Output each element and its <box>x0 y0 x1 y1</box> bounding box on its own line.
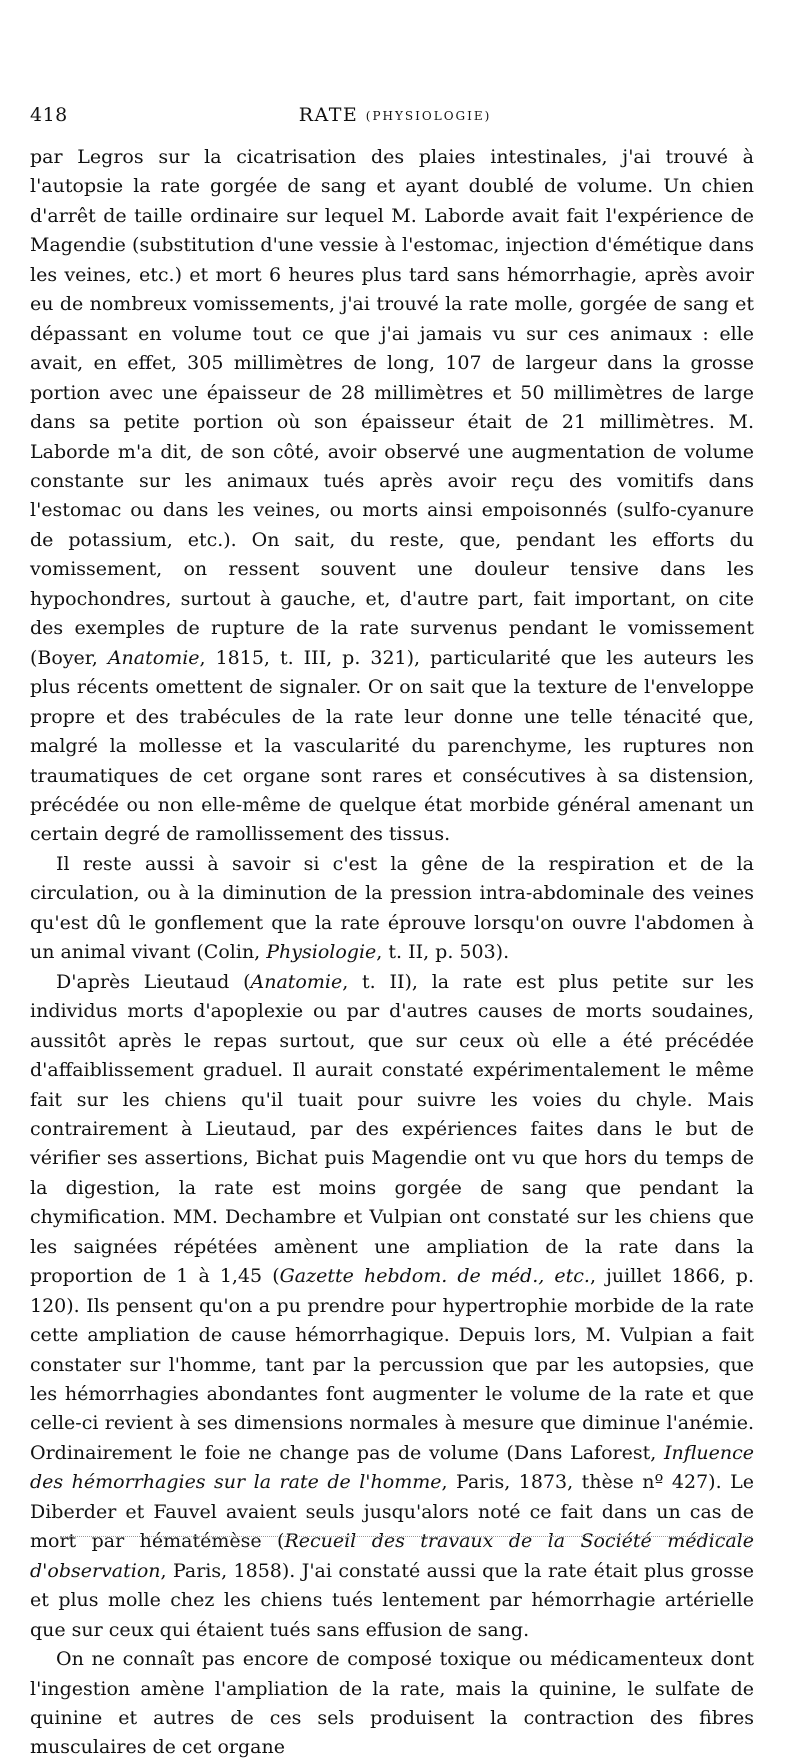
p3-text-c: , juillet 1866, p. 120). Ils pensent qu'on a pu prendre pour hypertrophie morbide de la rate cette ampliation de cause hémorrhagique. Depuis lors, M. Vulpian a fait constater sur l'homme, tant par la percussion que par les autopsies, que les hémorrhagies abondantes font augmenter le volume de la rate et que celle-ci revient à ses dimensions normales à mesure que diminue l'anémie. Ordinairement le foie ne change pas de volume (Dans Laforest, <box>30 1265 755 1464</box>
paragraph-3 <box>30 968 754 1645</box>
running-title <box>30 104 760 126</box>
running-title-main: RATE <box>298 104 359 126</box>
p3-text-a: D'après Lieutaud ( <box>56 970 251 993</box>
running-header <box>30 104 760 134</box>
p3-citation-recueil: Recueil des travaux de la Société médicale d'observation <box>30 1530 754 1582</box>
p3-citation-influence: Influence des hémorrhagies sur la rate de l'homme <box>30 1441 754 1494</box>
paragraph-1 <box>30 143 754 850</box>
bottom-dotted-rule <box>60 1536 752 1537</box>
page-number: 418 <box>30 104 68 126</box>
body-text <box>30 143 754 1763</box>
p3-text-b: , t. II), la rate est plus petite sur les individus morts d'apoplexie ou par d'autres causes de morts soudaines, aussitôt après le repas surtout, que sur ceux où elle a été précédée d'affaiblissement graduel. Il aurait constaté expérimentalement le même fait sur les chiens qu'il tuait pour suivre les voies du chyle. Mais contrairement à Lieutaud, par des expériences faites dans le but de vérifier ses assertions, Bichat puis Magendie ont vu que hors du temps de la digestion, la rate est moins gorgée de sang que pendant la chymification. MM. Dechambre et Vulpian ont constaté sur les chiens que les saignées répétées amènent une ampliation de la rate dans la proportion de 1 à 1,45 ( <box>30 970 754 1288</box>
p3-citation-anatomie: Anatomie <box>250 970 343 993</box>
p1-text-b: , 1815, t. III, p. 321), particularité que les auteurs les plus récents omettent de signaler. Or on sait que la texture de l'enveloppe propre et des trabécules de la rate leur donne une telle ténacité que, malgré la mollesse et la vascularité du parenchyme, les ruptures non traumatiques de cet organe sont rares et consécutives à sa distension, précédée ou non elle-même de quelque état morbide général amenant un certain degré de ramollissement des tissus. <box>30 646 754 846</box>
running-title-subtitle: (PHYSIOLOGIE) <box>365 109 492 123</box>
p2-citation-physiologie: Physiologie <box>266 941 377 964</box>
p3-citation-gazette: Gazette hebdom. de méd., etc. <box>279 1265 590 1288</box>
p2-text-a: Il reste aussi à savoir si c'est la gêne de la respiration et de la circulation, ou à la diminution de la pression intra-abdominale des veines qu'est dû le gonflement que la rate éprouve lorsqu'on ouvre l'abdomen à un animal vivant (Colin, <box>30 852 754 964</box>
p4-text-a: On ne connaît pas encore de composé toxique ou médicamenteux dont l'ingestion amène l'ampliation de la rate, mais la quinine, le sulfate de quinine et autres de ces sels produisent la contraction des fibres musculaires de cet organe <box>30 1648 754 1759</box>
paragraph-2 <box>30 850 754 968</box>
p1-citation-anatomie: Anatomie <box>107 646 200 669</box>
paragraph-4 <box>30 1645 754 1763</box>
p3-text-e: , Paris, 1858). J'ai constaté aussi que la rate était plus grosse et plus molle chez les chiens tués lentement par hémorrhagie artérielle que sur ceux qui étaient tués sans effusion de sang. <box>30 1559 754 1641</box>
p2-text-b: , t. II, p. 503). <box>376 941 510 964</box>
p1-text-a: par Legros sur la cicatrisation des plaies intestinales, j'ai trouvé à l'autopsie la rate gorgée de sang et ayant doublé de volume. Un chien d'arrêt de taille ordinaire sur lequel M. Laborde avait fait l'expérience de Magendie (substitution d'une vessie à l'estomac, injection d'émétique dans les veines, etc.) et mort 6 heures plus tard sans hémorrhagie, après avoir eu de nombreux vomissements, j'ai trouvé la rate molle, gorgée de sang et dépassant en volume tout ce que j'ai jamais vu sur ces animaux : elle avait, en effet, 305 millimètres de long, 107 de largeur dans la grosse portion avec une épaisseur de 28 millimètres et 50 millimètres de large dans sa petite portion où son épaisseur était de 21 millimètres. M. Laborde m'a dit, de son côté, avoir observé une augmentation de volume constante sur les animaux tués après avoir reçu des vomitifs dans l'estomac ou dans les veines, ou morts ainsi empoisonnés (sulfo-cyanure de potassium, etc.). On sait, du reste, que, pendant les efforts du vomissement, on ressent souvent une douleur tensive dans les hypochondres, surtout à gauche, et, d'autre part, fait important, on cite des exemples de rupture de la rate survenus pendant le vomissement (Boyer, <box>30 146 754 669</box>
p3-text-d: , Paris, 1873, thèse nº 427). Le Diberder et Fauvel avaient seuls jusqu'alors noté ce fait dans un cas de mort par hématémèse ( <box>30 1471 754 1553</box>
